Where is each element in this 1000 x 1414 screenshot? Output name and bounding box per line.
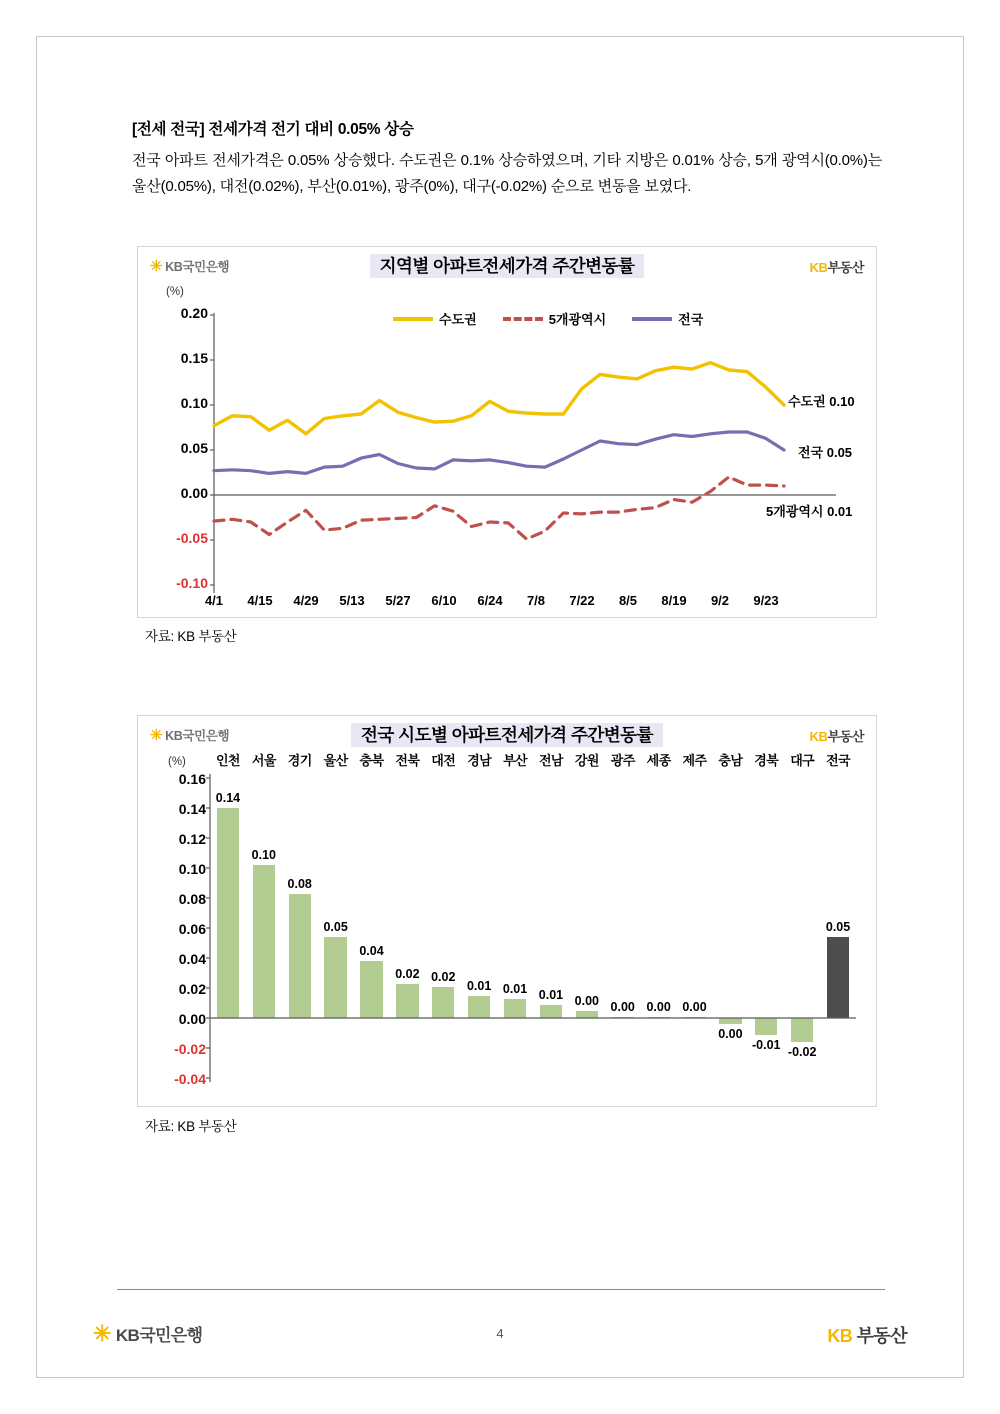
chart1-ytick-6: -0.10 bbox=[176, 575, 208, 591]
chart2-bar-value: 0.14 bbox=[215, 791, 241, 805]
chart2-bar-value: 0.00 bbox=[610, 999, 635, 1014]
chart1-source: 자료: KB 부동산 bbox=[145, 629, 237, 644]
page-number: 4 bbox=[496, 1326, 504, 1341]
chart2-ytick-4: 0.08 bbox=[178, 891, 206, 907]
chart2-category-label: 전북 bbox=[395, 753, 420, 768]
report-section-header bbox=[132, 117, 882, 200]
chart1-ytick-2: 0.10 bbox=[180, 395, 208, 411]
chart1-xtick-9: 8/5 bbox=[618, 593, 638, 608]
page-title: [전세 전국] 전세가격 전기 대비 0.05% 상승 bbox=[132, 121, 414, 138]
chart1-legend-label-2: 전국 bbox=[678, 312, 704, 327]
chart2-category-label: 전남 bbox=[538, 753, 563, 768]
chart2-category-label: 울산 bbox=[323, 753, 348, 768]
chart2-category-label: 서울 bbox=[251, 753, 276, 768]
chart2-bar-value: 0.00 bbox=[646, 999, 671, 1014]
chart2-ytick-0: 0.16 bbox=[178, 771, 206, 787]
chart2-ytick-8: 0.00 bbox=[178, 1011, 206, 1027]
chart2-bar-value: 0.01 bbox=[502, 981, 528, 996]
chart2-category-label: 경기 bbox=[287, 753, 312, 768]
chart-weekly-jeonse-change-by-province bbox=[137, 715, 877, 1107]
chart1-xtick-5: 6/10 bbox=[431, 593, 457, 608]
chart1-xtick-11: 9/2 bbox=[710, 593, 730, 608]
chart1-ytick-4: 0.00 bbox=[180, 485, 208, 501]
kb-realestate-logo-kb: KB bbox=[809, 729, 828, 744]
chart2-category-label: 충남 bbox=[718, 753, 743, 768]
chart2-source: 자료: KB 부동산 bbox=[145, 1119, 237, 1134]
chart2-bar-value: -0.01 bbox=[752, 1037, 781, 1052]
chart2-unit-label: (%) bbox=[168, 756, 186, 768]
chart1-ytick-1: 0.15 bbox=[180, 350, 208, 366]
footer-divider bbox=[117, 1289, 885, 1290]
kb-star-icon: ✳ bbox=[150, 257, 163, 275]
chart2-ytick-10: -0.04 bbox=[174, 1071, 206, 1087]
kb-star-icon: ✳ bbox=[150, 726, 163, 744]
chart1-xtick-12: 9/23 bbox=[753, 593, 779, 608]
chart2-bar-value: 0.08 bbox=[287, 876, 312, 891]
chart2-bar-value: 0.05 bbox=[323, 920, 348, 934]
footer-logo-text: KB국민은행 bbox=[115, 1326, 203, 1345]
kb-realestate-logo-rest: 부동산 bbox=[827, 260, 864, 275]
chart2-ytick-7: 0.02 bbox=[178, 981, 206, 997]
chart1-title: 지역별 아파트전세가격 주간변동률 bbox=[138, 253, 876, 278]
chart1-legend-label-1: 5개광역시 bbox=[548, 312, 607, 327]
chart1-xtick-7: 7/8 bbox=[526, 593, 546, 608]
chart2-bar-value: 0.02 bbox=[431, 969, 456, 984]
chart1-xtick-6: 6/24 bbox=[477, 593, 503, 608]
chart2-category-label: 인천 bbox=[215, 753, 240, 768]
chart-weekly-jeonse-change-by-region bbox=[137, 246, 877, 618]
chart2-bar-value: 0.10 bbox=[251, 848, 276, 862]
chart1-xtick-4: 5/27 bbox=[385, 593, 411, 608]
chart2-category-label: 제주 bbox=[682, 753, 707, 768]
chart2-category-label: 전국 bbox=[826, 753, 850, 768]
chart1-unit-label: (%) bbox=[166, 286, 184, 298]
chart2-category-label: 경남 bbox=[467, 753, 492, 768]
document-page bbox=[36, 36, 964, 1378]
chart2-bar-value: 0.05 bbox=[825, 920, 851, 934]
chart2-bar-value: 0.01 bbox=[466, 978, 492, 993]
kb-realestate-logo-kb: KB bbox=[809, 260, 828, 275]
chart2-ytick-6: 0.04 bbox=[178, 951, 206, 967]
chart1-ytick-5: -0.05 bbox=[176, 530, 208, 546]
footer-logo-rest: 부동산 bbox=[856, 1326, 907, 1346]
chart2-bar-value: 0.00 bbox=[682, 999, 707, 1014]
kb-star-icon: ✳ bbox=[93, 1320, 111, 1346]
chart2-ytick-5: 0.06 bbox=[178, 921, 206, 937]
chart1-endlabel-gwangyeoksi: 5개광역시 0.01 bbox=[766, 504, 853, 519]
chart2-ytick-1: 0.14 bbox=[178, 801, 206, 817]
chart1-endlabel-jeonguk: 전국 0.05 bbox=[798, 445, 853, 460]
chart2-category-label: 경북 bbox=[754, 753, 779, 768]
chart2-category-label: 충북 bbox=[359, 753, 384, 768]
chart1-xtick-1: 4/15 bbox=[247, 593, 273, 608]
chart1-plot bbox=[210, 311, 853, 621]
page-body-text: 전국 아파트 전세가격은 0.05% 상승했다. 수도권은 0.1% 상승하였으며, 기타 지방은 0.01% 상승, 5개 광역시(0.0%)는 울산(0.05%), 대전(0.02%), 부산(0.01%), 광주(0%), 대구(-0.02%) 순으로 변동을 보였다. bbox=[132, 152, 882, 195]
chart2-bar-value: -0.02 bbox=[787, 1045, 817, 1059]
chart2-ytick-2: 0.12 bbox=[178, 831, 206, 847]
chart2-bar-value: 0.00 bbox=[718, 1027, 743, 1041]
chart1-ytick-0: 0.20 bbox=[180, 305, 208, 321]
chart2-bar-value: 0.04 bbox=[359, 944, 384, 958]
chart2-category-label: 부산 bbox=[503, 753, 527, 768]
chart1-xtick-0: 4/1 bbox=[204, 593, 224, 608]
chart1-legend-label-0: 수도권 bbox=[439, 312, 477, 327]
footer-logo-kb: KB bbox=[827, 1326, 853, 1346]
chart1-ytick-3: 0.05 bbox=[180, 440, 208, 456]
chart2-category-label: 대구 bbox=[790, 753, 815, 768]
kb-realestate-logo-rest: 부동산 bbox=[827, 729, 864, 744]
chart2-bar-value: 0.00 bbox=[574, 993, 599, 1008]
chart1-xtick-10: 8/19 bbox=[661, 593, 687, 608]
chart2-category-label: 광주 bbox=[610, 753, 635, 768]
chart2-category-label: 강원 bbox=[574, 753, 599, 768]
chart2-ytick-9: -0.02 bbox=[174, 1041, 206, 1057]
chart1-xtick-8: 7/22 bbox=[569, 593, 595, 608]
chart1-xtick-2: 4/29 bbox=[293, 593, 319, 608]
chart2-ytick-3: 0.10 bbox=[178, 861, 206, 877]
chart1-endlabel-sudogwon: 수도권 0.10 bbox=[788, 394, 855, 409]
kb-logo-text: KB국민은행 bbox=[165, 729, 230, 743]
kb-logo-text: KB국민은행 bbox=[165, 260, 230, 274]
chart2-axes bbox=[138, 716, 878, 1108]
chart1-xtick-3: 5/13 bbox=[339, 593, 365, 608]
chart2-bar-value: 0.02 bbox=[395, 966, 420, 981]
chart2-category-label: 세종 bbox=[646, 753, 671, 768]
chart2-bar-value: 0.01 bbox=[538, 987, 564, 1002]
chart2-title: 전국 시도별 아파트전세가격 주간변동률 bbox=[138, 722, 876, 747]
footer-kb-realestate-logo bbox=[827, 1322, 907, 1348]
chart2-category-label: 대전 bbox=[431, 753, 456, 768]
